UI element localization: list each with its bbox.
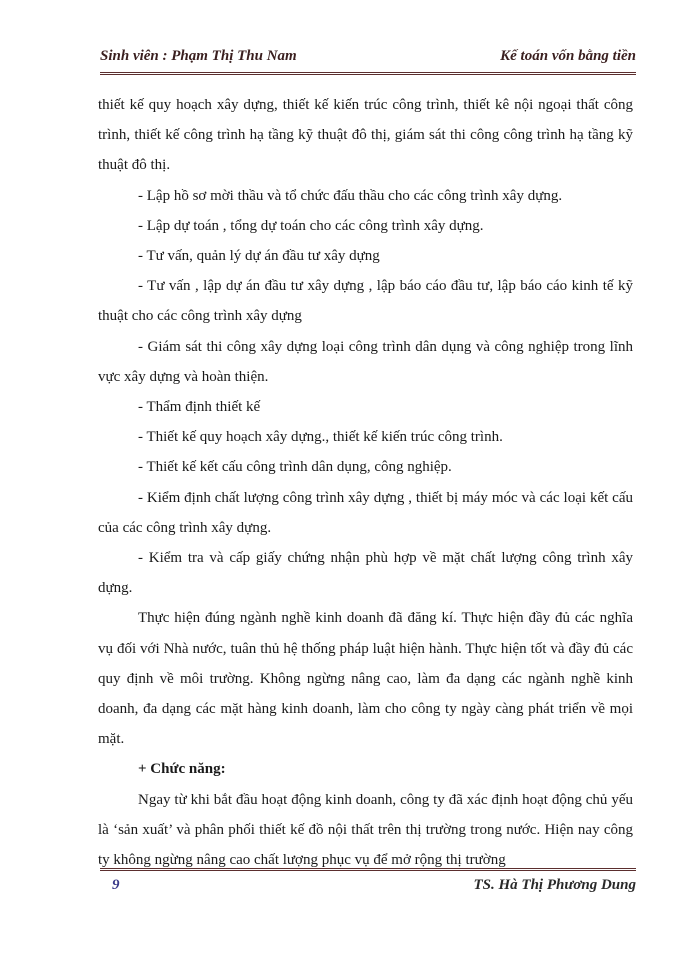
list-item: - Lập hồ sơ mời thầu và tổ chức đấu thầu cho các công trình xây dựng. [138, 187, 563, 204]
page-footer [100, 868, 636, 899]
header-student: Sinh viên : Phạm Thị Thu Nam [100, 48, 297, 64]
paragraph: Ngay từ khi bắt đầu hoạt động kinh doanh, công ty đã xác định hoạt động chủ yếu là ‘sản xuất’ và phân phối thiết kế đồ nội thất trên thị trường trong nước. Hiện nay công ty không ngừng nâng cao chất lượng phục vụ để mở rộng thị trường [98, 791, 633, 869]
document-body [98, 90, 633, 875]
list-item: - Tư vấn , lập dự án đầu tư xây dựng , lập báo cáo đầu tư, lập báo cáo kinh tế kỹ thuật cho các công trình xây dựng [98, 278, 633, 325]
list-item: - Kiểm định chất lượng công trình xây dựng , thiết bị máy móc và các loại kết cấu của các công trình xây dựng. [98, 489, 633, 536]
list-item: - Thiết kế quy hoạch xây dựng., thiết kế kiến trúc công trình. [138, 429, 503, 446]
paragraph-continuation: thiết kế quy hoạch xây dựng, thiết kế kiến trúc công trình, thiết kê nội ngoại thất công trình, thiết kế công trình hạ tầng kỹ thuật đô thị, giám sát thi công công trình hạ tầng kỹ thuật đô thị. [98, 97, 633, 174]
page-number: 9 [112, 877, 120, 893]
section-heading: + Chức năng: [138, 761, 226, 778]
list-item: - Giám sát thi công xây dựng loại công trình dân dụng và công nghiệp trong lĩnh vực xây dựng và hoàn thiện. [98, 338, 633, 385]
list-item: - Lập dự toán , tổng dự toán cho các công trình xây dựng. [138, 217, 484, 234]
header-topic: Kế toán vốn bằng tiền [500, 48, 636, 64]
page-header [100, 46, 636, 75]
list-item: - Kiểm tra và cấp giấy chứng nhận phù hợp về mặt chất lượng công trình xây dựng. [98, 550, 633, 597]
list-item: - Tư vấn, quản lý dự án đầu tư xây dựng [138, 248, 380, 265]
footer-supervisor: TS. Hà Thị Phương Dung [473, 877, 636, 893]
list-item: - Thiết kế kết cấu công trình dân dụng, công nghiệp. [138, 459, 452, 476]
paragraph: Thực hiện đúng ngành nghề kinh doanh đã đăng kí. Thực hiện đầy đủ các nghĩa vụ đối với Nhà nước, tuân thủ hệ thống pháp luật hiện hành. Thực hiện tốt và đầy đủ các quy định về môi trường. Không ngừng nâng cao, làm đa dạng các ngành nghề kinh doanh, đa dạng các mặt hàng kinh doanh, làm cho công ty ngày càng phát triển về mọi mặt. [98, 610, 633, 748]
list-item: - Thẩm định thiết kế [138, 399, 261, 416]
